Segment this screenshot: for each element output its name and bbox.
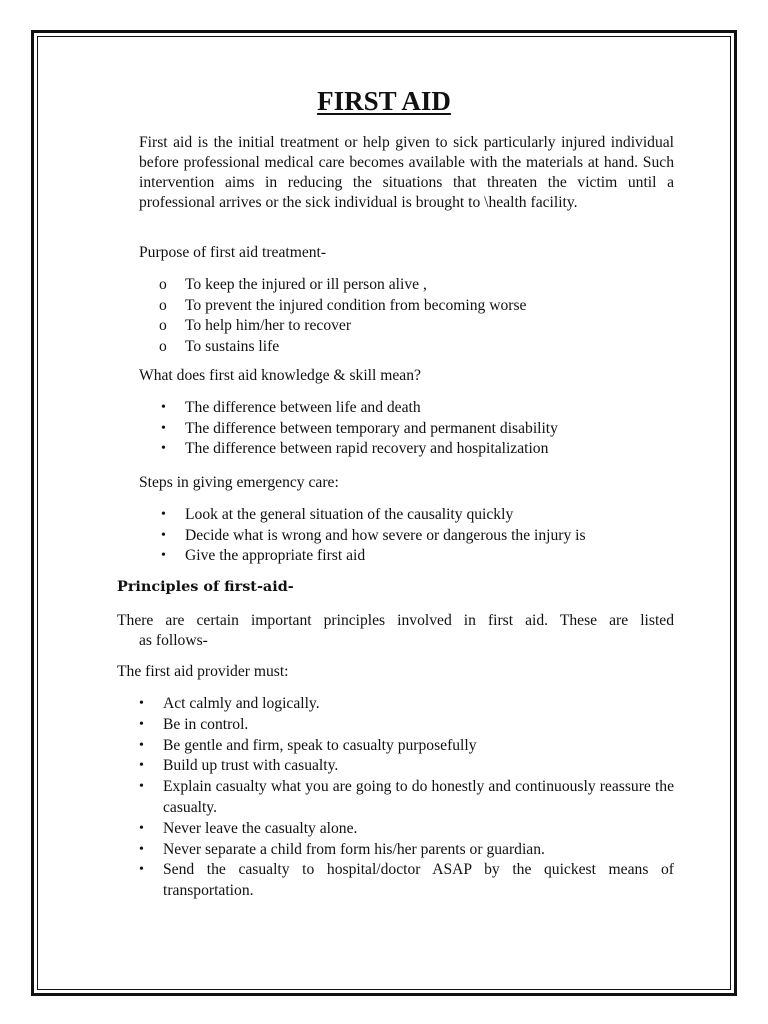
circle-bullet-icon: o (159, 317, 167, 335)
list-item: • Never separate a child from form his/her parents or guardian. (163, 840, 674, 861)
list-item: • Be gentle and firm, speak to casualty purposefully (163, 736, 674, 757)
steps-list (161, 505, 665, 567)
list-item: o To help him/her to recover (185, 316, 635, 337)
list-item: • Give the appropriate first aid (185, 546, 665, 567)
bullet-icon: • (161, 507, 166, 522)
steps-heading: Steps in giving emergency care: (139, 474, 339, 491)
list-item: o To prevent the injured condition from becoming worse (185, 296, 635, 317)
bullet-icon: • (161, 441, 166, 457)
bullet-icon: • (161, 527, 166, 543)
bullet-icon: • (139, 862, 144, 878)
purpose-list (159, 275, 635, 358)
bullet-icon: • (161, 420, 166, 436)
purpose-heading: Purpose of first aid treatment- (139, 244, 327, 261)
knowledge-heading: What does first aid knowledge & skill mean? (139, 367, 421, 384)
principles-heading: Principles of first-aid- (117, 578, 294, 595)
page-title: FIRST AID (317, 86, 451, 116)
bullet-icon: • (139, 696, 144, 711)
list-item: • Be in control. (163, 715, 674, 736)
knowledge-list (161, 398, 665, 460)
list-item: • Send the casualty to hospital/doctor ASAP by the quickest means of transportation. (139, 861, 674, 900)
provider-heading: The first aid provider must: (117, 663, 289, 680)
list-item: • Act calmly and logically. (163, 694, 674, 715)
circle-bullet-icon: o (159, 276, 167, 293)
principles-paragraph: There are certain important principles involved in first aid. These are listed as follows- (117, 612, 674, 649)
bullet-icon: • (139, 758, 144, 774)
list-item: • Look at the general situation of the causality quickly (185, 505, 665, 526)
bullet-icon: • (139, 737, 144, 753)
list-item: o To sustains life (185, 337, 635, 358)
circle-bullet-icon: o (159, 296, 167, 314)
list-item: • Decide what is wrong and how severe or dangerous the injury is (185, 526, 665, 547)
intro-paragraph: First aid is the initial treatment or help given to sick particularly injured individual before professional medical care becomes available with the materials at hand. Such intervention aims in reducing the situations that threaten the victim until a professional arrives or the sick individual is brought to \health facility. (139, 134, 674, 211)
bullet-icon: • (139, 820, 144, 836)
list-item: • Build up trust with casualty. (163, 756, 674, 777)
list-item: o To keep the injured or ill person alive , (185, 275, 635, 296)
circle-bullet-icon: o (159, 338, 167, 356)
bullet-icon: • (139, 779, 144, 795)
list-item: • Explain casualty what you are going to do honestly and continuously reassure the casualty. (139, 778, 674, 816)
list-item: • The difference between temporary and permanent disability (185, 419, 665, 440)
list-item: • The difference between life and death (185, 398, 665, 419)
provider-list (139, 694, 674, 902)
bullet-icon: • (161, 548, 166, 564)
list-item: • Never leave the casualty alone. (163, 819, 674, 840)
list-item: • The difference between rapid recovery and hospitalization (185, 439, 665, 460)
bullet-icon: • (139, 841, 144, 857)
bullet-icon: • (139, 716, 144, 732)
bullet-icon: • (161, 400, 166, 415)
